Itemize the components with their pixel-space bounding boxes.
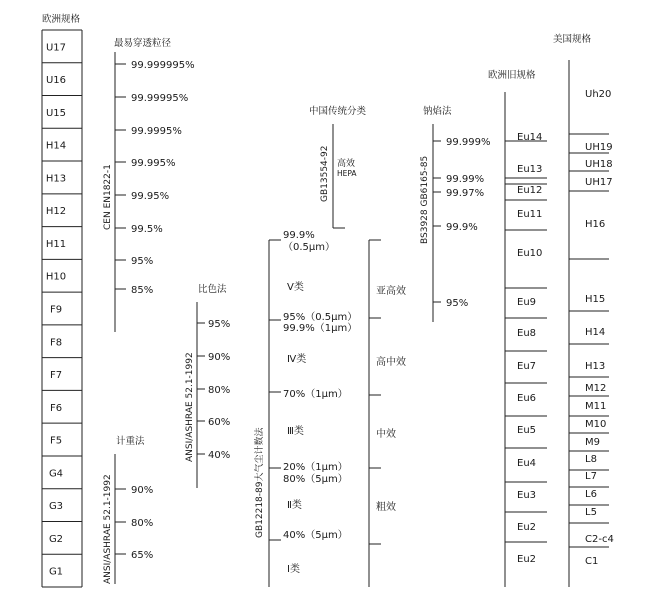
eu-old-class-label: Eu2 bbox=[517, 554, 537, 565]
eu-spec-class-u17: U17 bbox=[45, 42, 67, 54]
us-class-label: M10 bbox=[585, 419, 607, 430]
gb-counting-tick-label: 80%（5μm） bbox=[283, 474, 348, 485]
eu-old-class-label: Eu11 bbox=[517, 209, 543, 220]
gb-counting-tick-label: 95%（0.5μm） bbox=[283, 312, 358, 323]
eu-old-title: 欧洲旧规格 bbox=[488, 70, 536, 81]
eu-spec-class-h10: H10 bbox=[45, 271, 67, 283]
eu-old-class-label: Eu14 bbox=[517, 132, 543, 143]
us-class-label: C1 bbox=[585, 556, 599, 567]
eu-old-class-label: Eu10 bbox=[517, 248, 543, 259]
colorimetric-ticks bbox=[197, 319, 230, 461]
eu-spec-title: 欧洲规格 bbox=[42, 14, 81, 25]
eu-old-class-label: Eu2 bbox=[517, 522, 537, 533]
sodium-tick-label: 95% bbox=[446, 298, 469, 309]
us-class-label: UH18 bbox=[585, 159, 613, 170]
colorimetric-tick-label: 90% bbox=[208, 352, 231, 363]
penetration-tick-label: 99.999995% bbox=[131, 60, 195, 71]
eu-spec-class-f7: F7 bbox=[49, 370, 63, 382]
penetration-ticks bbox=[115, 60, 195, 296]
gb-counting-ticks bbox=[269, 230, 357, 541]
colorimetric-tick-label: 95% bbox=[208, 319, 231, 330]
sodium-tick-label: 99.97% bbox=[446, 188, 485, 199]
us-class-label: C2-c4 bbox=[585, 534, 614, 545]
penetration-standard: CEN EN1822-1 bbox=[103, 164, 113, 230]
eu-old-class-label: Eu5 bbox=[517, 425, 537, 436]
eu-old-class-label: Eu7 bbox=[517, 361, 537, 372]
us-class-label: UH17 bbox=[585, 177, 613, 188]
eu-old-class-label: Eu12 bbox=[517, 185, 543, 196]
eu-spec-class-g3: G3 bbox=[48, 501, 64, 513]
gb-counting-tick-label: 20%（1μm） bbox=[283, 462, 348, 473]
gb-counting-tick-label: 70%（1μm） bbox=[283, 389, 348, 400]
traditional-label: 高效 bbox=[337, 159, 356, 169]
us-class-label: Uh20 bbox=[585, 89, 612, 100]
us-class-label: L7 bbox=[585, 471, 597, 482]
gb-counting-standard: GB12218-89大气尘计数法 bbox=[255, 427, 265, 538]
us-class-label: H15 bbox=[585, 294, 606, 305]
gb-counting-tick-label: 40%（5μm） bbox=[283, 530, 348, 541]
sodium-standard: BS3928 GB6165-85 bbox=[420, 155, 430, 244]
sodium-ticks bbox=[433, 137, 491, 309]
traditional-sublabel: HEPA bbox=[337, 169, 357, 178]
eu-old-class-label: Eu9 bbox=[517, 297, 537, 308]
gb-counting-tick-label: 99.9%（1μm） bbox=[283, 323, 358, 334]
traditional-standard: GB13554-92 bbox=[320, 145, 330, 202]
us-class-label: UH19 bbox=[585, 142, 613, 153]
eu-spec-class-g2: G2 bbox=[48, 533, 64, 545]
sodium-tick-label: 99.999% bbox=[446, 137, 491, 148]
us-class-label: H13 bbox=[585, 361, 606, 372]
eu-spec-class-f9: F9 bbox=[49, 304, 63, 316]
eu-old-classes bbox=[505, 132, 547, 565]
penetration-tick-label: 99.5% bbox=[131, 224, 163, 235]
eu-spec-class-h13: H13 bbox=[45, 173, 67, 185]
eu-old-class-label: Eu8 bbox=[517, 328, 537, 339]
gb-counting-tick-label: （0.5μm） bbox=[283, 242, 336, 253]
eu-spec-class-g1: G1 bbox=[48, 566, 64, 578]
gb-efficiency-label: 高中效 bbox=[376, 357, 406, 368]
colorimetric-tick-label: 40% bbox=[208, 450, 231, 461]
gb-class-label: Ⅴ类 bbox=[287, 282, 304, 293]
gb-efficiency-label: 中效 bbox=[376, 429, 396, 440]
sodium-tick-label: 99.9% bbox=[446, 222, 478, 233]
penetration-tick-label: 95% bbox=[131, 256, 154, 267]
us-class-label: M12 bbox=[585, 383, 607, 394]
gb-efficiency-label: 亚高效 bbox=[376, 286, 406, 297]
penetration-tick-label: 85% bbox=[131, 285, 154, 296]
eu-old-class-label: Eu6 bbox=[517, 393, 537, 404]
us-class-label: M11 bbox=[585, 401, 607, 412]
us-classes bbox=[569, 89, 614, 567]
eu-old-class-label: Eu13 bbox=[517, 164, 543, 175]
gb-efficiency-label: 粗效 bbox=[376, 502, 396, 513]
colorimetric-tick-label: 60% bbox=[208, 417, 231, 428]
gb-class-label: Ⅰ类 bbox=[287, 564, 300, 575]
gravimetric-standard: ANSI/ASHRAE 52.1-1992 bbox=[103, 474, 113, 584]
gb-counting-tick-label: 99.9% bbox=[283, 230, 315, 241]
eu-spec-class-h14: H14 bbox=[45, 140, 67, 152]
penetration-tick-label: 99.95% bbox=[131, 191, 170, 202]
gravimetric-ticks bbox=[115, 485, 153, 561]
colorimetric-standard: ANSI/ASHRAE 52.1-1992 bbox=[185, 352, 195, 462]
gravimetric-tick-label: 65% bbox=[131, 550, 154, 561]
us-class-label: H16 bbox=[585, 219, 606, 230]
us-class-label: H14 bbox=[585, 327, 606, 338]
penetration-tick-label: 99.995% bbox=[131, 158, 176, 169]
us-class-label: M9 bbox=[585, 437, 600, 448]
eu-spec-class-h12: H12 bbox=[45, 206, 67, 218]
gravimetric-title: 计重法 bbox=[116, 436, 145, 447]
gravimetric-tick-label: 90% bbox=[131, 485, 154, 496]
sodium-tick-label: 99.99% bbox=[446, 174, 485, 185]
colorimetric-tick-label: 80% bbox=[208, 385, 231, 396]
us-class-label: L6 bbox=[585, 489, 597, 500]
eu-spec-class-u16: U16 bbox=[45, 75, 67, 87]
gb-class-label: Ⅳ类 bbox=[287, 354, 307, 365]
eu-spec-classes bbox=[46, 42, 66, 577]
eu-old-class-label: Eu3 bbox=[517, 490, 537, 501]
penetration-tick-label: 99.9995% bbox=[131, 126, 182, 137]
traditional-title: 中国传统分类 bbox=[309, 106, 367, 117]
eu-spec-class-f8: F8 bbox=[49, 337, 63, 349]
eu-old-class-label: Eu4 bbox=[517, 458, 537, 469]
gravimetric-tick-label: 80% bbox=[131, 518, 154, 529]
eu-spec-class-h11: H11 bbox=[45, 238, 67, 250]
penetration-tick-label: 99.99995% bbox=[131, 93, 189, 104]
eu-spec-class-f5: F5 bbox=[49, 435, 63, 447]
gb-class-label: Ⅱ类 bbox=[287, 500, 302, 511]
penetration-title: 最易穿透粒径 bbox=[114, 38, 172, 49]
eu-spec-class-g4: G4 bbox=[48, 468, 64, 480]
us-title: 美国规格 bbox=[553, 34, 592, 45]
us-class-label: L5 bbox=[585, 507, 597, 518]
gb-class-label: Ⅲ类 bbox=[287, 426, 304, 437]
eu-spec-class-u15: U15 bbox=[45, 107, 67, 119]
us-class-label: L8 bbox=[585, 454, 597, 465]
colorimetric-title: 比色法 bbox=[198, 284, 227, 295]
sodium-title: 钠焰法 bbox=[423, 106, 452, 117]
eu-spec-class-f6: F6 bbox=[49, 402, 63, 414]
gb-efficiency-labels bbox=[369, 240, 406, 544]
